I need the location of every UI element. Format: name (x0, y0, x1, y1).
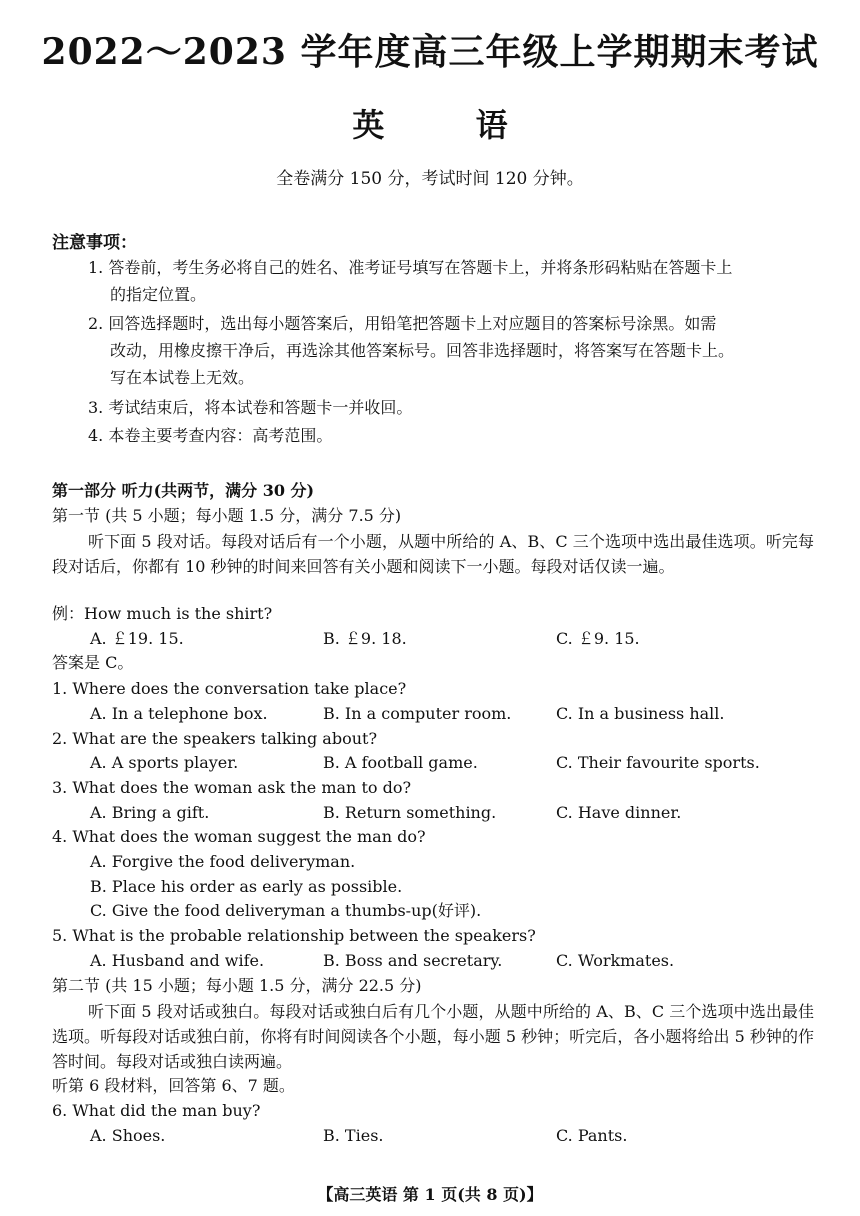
question-4: 4. What does the woman suggest the man do? (52, 827, 426, 846)
q1-option-c: C. In a business hall. (556, 704, 725, 723)
q5-option-c: C. Workmates. (556, 951, 675, 970)
question-1: 1. Where does the conversation take place? (52, 679, 407, 698)
q6-option-b: B. Ties. (323, 1126, 384, 1145)
example-question: 例：How much is the shirt? (52, 604, 273, 623)
section1-instructions: 听下面 5 段对话。每段对话后有一个小题，从题中所给的 A、B、C 三个选项中选出最佳选项。听完每段对话后，你都有 10 秒钟的时间来回答有关小题和阅读下一小题。每段对话仅读一遍。 (52, 532, 814, 576)
notice-line: 改动，用橡皮擦干净后，再选涂其他答案标号。回答非选择题时，将答案写在答题卡上。 (110, 341, 735, 360)
subject-title: 英 语 (352, 106, 548, 144)
section2-instructions: 听下面 5 段对话或独白。每段对话或独白后有几个小题，从题中所给的 A、B、C 三个选项中选出最佳选项。听每段对话或独白前，你将有时间阅读各个小题，每小题 5 秒钟；听完后，各小题将给出 5 秒钟的作答时间。每段对话或独白读两遍。 (52, 1002, 814, 1071)
notice-item-2 (88, 310, 818, 391)
example-option-b: B. ￡9. 18. (323, 629, 407, 648)
q5-option-b: B. Boss and secretary. (323, 951, 503, 970)
q1-option-a: A. In a telephone box. (90, 704, 268, 723)
q2-option-c: C. Their favourite sports. (556, 753, 760, 772)
section1-heading: 第一节 (共 5 小题；每小题 1.5 分，满分 7.5 分) (52, 506, 402, 525)
q4-option-a: A. Forgive the food deliveryman. (90, 852, 356, 871)
notice-line: 写在本试卷上无效。 (110, 368, 255, 387)
section2-heading: 第二节 (共 15 小题；每小题 1.5 分，满分 22.5 分) (52, 976, 422, 995)
notice-item-4 (88, 422, 818, 449)
notice-line: 2. 回答选择题时，选出每小题答案后，用铅笔把答题卡上对应题目的答案标号涂黑。如需 (88, 314, 717, 333)
q4-option-c: C. Give the food deliveryman a thumbs-up(好评). (90, 901, 482, 920)
question-6: 6. What did the man buy? (52, 1101, 261, 1120)
page-footer: 【高三英语 第 1 页(共 8 页)】 (317, 1185, 543, 1204)
q2-option-b: B. A football game. (323, 753, 478, 772)
example-option-c: C. ￡9. 15. (556, 629, 640, 648)
notice-heading: 注意事项： (52, 233, 137, 253)
question-5: 5. What is the probable relationship between the speakers? (52, 926, 536, 945)
exam-title: 2022～2023 学年度高三年级上学期期末考试 (41, 31, 819, 73)
q2-option-a: A. A sports player. (90, 753, 239, 772)
q3-option-c: C. Have dinner. (556, 803, 682, 822)
q6-option-c: C. Pants. (556, 1126, 628, 1145)
q1-option-b: B. In a computer room. (323, 704, 512, 723)
q3-option-b: B. Return something. (323, 803, 497, 822)
part1-heading: 第一部分 听力(共两节，满分 30 分) (52, 481, 315, 500)
example-option-a: A. ￡19. 15. (90, 629, 184, 648)
notice-line: 3. 考试结束后，将本试卷和答题卡一并收回。 (88, 398, 413, 417)
question-3: 3. What does the woman ask the man to do? (52, 778, 412, 797)
notice-line: 的指定位置。 (110, 285, 207, 304)
q4-option-b: B. Place his order as early as possible. (90, 877, 403, 896)
exam-meta: 全卷满分 150 分，考试时间 120 分钟。 (276, 169, 584, 189)
q6-option-a: A. Shoes. (90, 1126, 166, 1145)
notice-item-1 (88, 254, 818, 308)
question-2: 2. What are the speakers talking about? (52, 729, 378, 748)
example-answer: 答案是 C。 (52, 653, 134, 672)
notice-line: 4. 本卷主要考查内容：高考范围。 (88, 426, 333, 445)
q3-option-a: A. Bring a gift. (90, 803, 210, 822)
q5-option-a: A. Husband and wife. (90, 951, 265, 970)
notice-line: 1. 答卷前，考生务必将自己的姓名、准考证号填写在答题卡上，并将条形码粘贴在答题卡上 (88, 258, 733, 277)
notice-item-3 (88, 394, 818, 421)
material-note: 听第 6 段材料，回答第 6、7 题。 (52, 1076, 295, 1095)
